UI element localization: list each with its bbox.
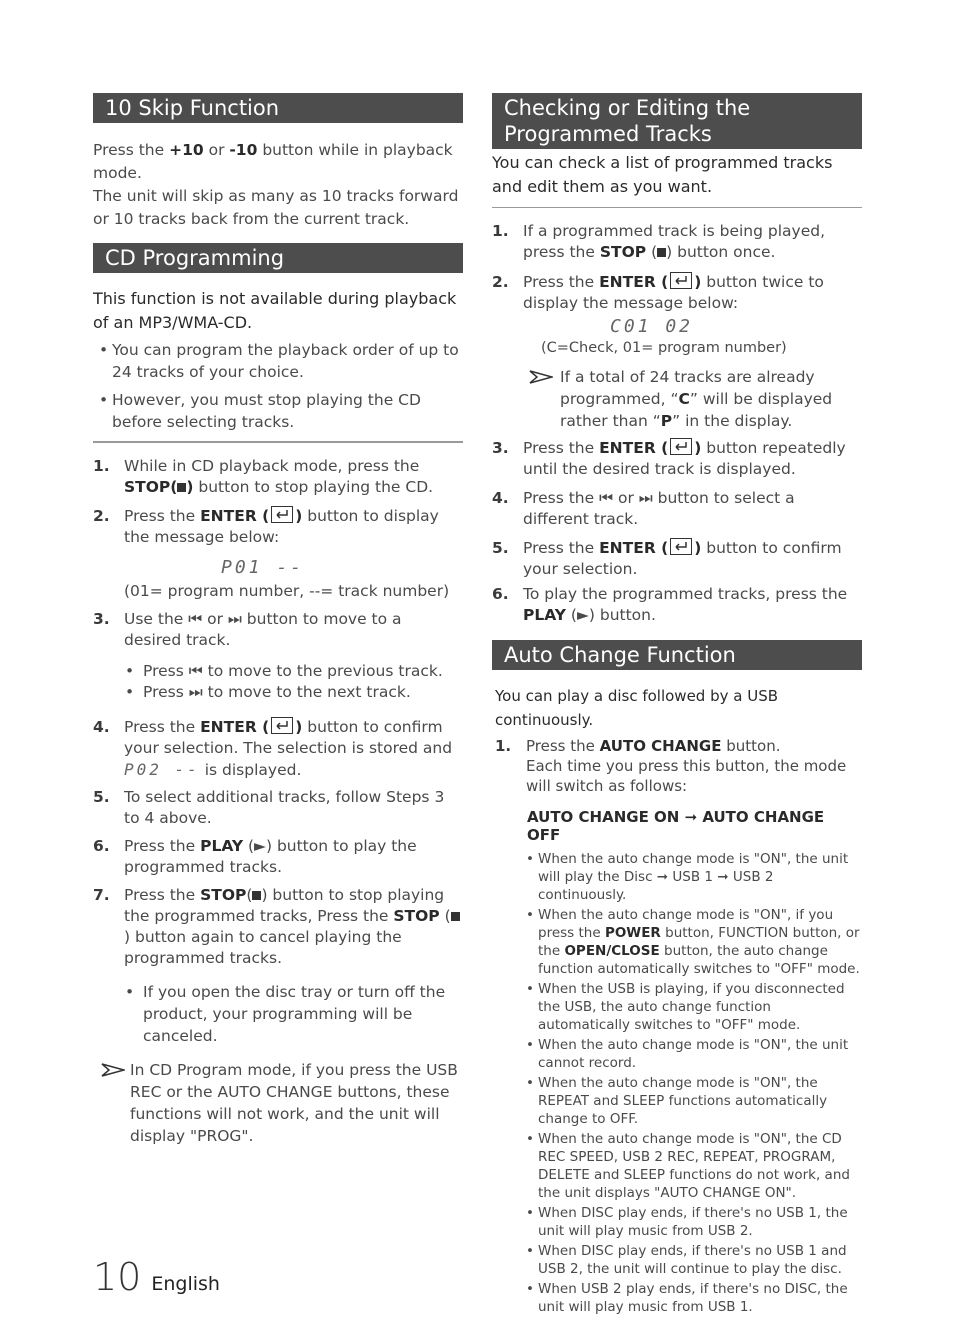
page-number: 10 xyxy=(93,1255,142,1299)
auto-change-mode-sequence: AUTO CHANGE ON ➞ AUTO CHANGE OFF xyxy=(527,808,825,844)
list-item: • When DISC play ends, if there's no USB 1, the unit will play music from USB 2. xyxy=(492,1204,862,1240)
check-step-5: 5. Press the ENTER ( ) button to confirm your selection. xyxy=(492,539,842,578)
checking-intro: You can check a list of programmed tracks and edit them as you want. xyxy=(492,153,833,196)
list-item: • If you open the disc tray or turn off the product, your programming will be canceled. xyxy=(93,981,463,1047)
prog-step-5: 5. To select additional tracks, follow Steps 3 to 4 above. xyxy=(93,788,445,827)
check-step-1: 1. If a programmed track is being played, press the STOP ( ) button once. xyxy=(492,222,826,261)
enter-icon xyxy=(670,272,692,289)
lcd-note: (01= program number, --= track number) xyxy=(124,582,450,600)
page-footer xyxy=(93,1255,220,1299)
skip-paragraph-1: Press the +10 or -10 button while in playback mode. xyxy=(93,141,453,182)
prog-step-1: 1. While in CD playback mode, press the STOP( ) button to stop playing the CD. xyxy=(93,457,434,496)
list-item: • When the USB is playing, if you disconnected the USB, the auto change function automatically switches to "OFF" mode. xyxy=(492,980,862,1034)
list-item: • When DISC play ends, if there's no USB 1 and USB 2, the unit will continue to play the disc. xyxy=(492,1242,862,1278)
prog-step-4: 4. Press the ENTER ( ) button to confirm your selection. The selection is stored and P02 -- is displayed. xyxy=(93,718,453,779)
stop-icon xyxy=(657,248,666,257)
next-track-icon: ⏭ xyxy=(227,610,242,628)
lcd-display-p01: P01 -- xyxy=(221,557,305,578)
prog-note: In CD Program mode, if you press the USB REC or the AUTO CHANGE buttons, these functions will not work, and the unit will display "PROG". xyxy=(93,1059,463,1147)
language-label: English xyxy=(151,1273,220,1295)
list-item: • When the auto change mode is "ON", the REPEAT and SLEEP functions automatically change to OFF. xyxy=(492,1074,862,1128)
next-track-icon: ⏭ xyxy=(638,489,653,507)
check-step-6: 6. To play the programmed tracks, press the PLAY (►) button. xyxy=(492,585,848,624)
auto-step-1: 1. Press the AUTO CHANGE button. Each time you press this button, the mode will switch as follows: xyxy=(495,737,847,795)
stop-icon xyxy=(177,483,186,492)
list-item: • You can program the playback order of up to 24 tracks of your choice. xyxy=(93,339,463,383)
right-column xyxy=(492,93,862,1316)
prog-step-3: 3. Use the ⏮ or ⏭ button to move to a desired track. xyxy=(93,610,402,649)
lcd-display-p02: P02 -- xyxy=(124,760,200,779)
next-track-icon: ⏭ xyxy=(188,683,203,701)
list-item: • When the auto change mode is "ON", the unit will play the Disc ➞ USB 1 ➞ USB 2 continuously. xyxy=(492,850,862,904)
stop-icon xyxy=(451,912,460,921)
list-item: • However, you must stop playing the CD before selecting tracks. xyxy=(93,389,463,433)
auto-change-intro: You can play a disc followed by a USB continuously. xyxy=(495,687,779,729)
checking-editing-header: Checking or Editing the Programmed Tracks xyxy=(492,93,862,149)
prev-track-icon: ⏮ xyxy=(599,489,614,507)
prog-step-2: 2. Press the ENTER ( ) button to display the message below: xyxy=(93,507,439,546)
prev-track-icon: ⏮ xyxy=(188,662,203,680)
prog-step-7: 7. Press the STOP( ) button to stop playing the programmed tracks, Press the STOP () button again to cancel playing the programmed tracks. xyxy=(93,885,463,969)
prev-track-icon: ⏮ xyxy=(188,610,203,628)
cd-programming-intro: This function is not available during playback of an MP3/WMA-CD. xyxy=(93,289,457,332)
enter-icon xyxy=(670,438,692,455)
list-item: • Press ⏮ to move to the previous track. xyxy=(93,661,463,682)
note-arrow-icon xyxy=(529,368,553,390)
left-column xyxy=(93,93,463,1147)
check-step-4: 4. Press the ⏮ or ⏭ button to select a different track. xyxy=(492,489,795,528)
list-item: • When the auto change mode is "ON", if you press the POWER button, FUNCTION button, or the OPEN/CLOSE button, the auto change function automatically switches to "OFF" mode. xyxy=(492,906,862,978)
lcd-display-c01: C01 02 xyxy=(610,316,694,337)
check-step-2: 2. Press the ENTER ( ) button twice to display the message below: xyxy=(492,273,824,312)
enter-icon xyxy=(670,538,692,555)
list-item: • When the auto change mode is "ON", the unit cannot record. xyxy=(492,1036,862,1072)
enter-icon xyxy=(271,717,293,734)
prog-step-6: 6. Press the PLAY (►) button to play the programmed tracks. xyxy=(93,837,417,876)
enter-icon xyxy=(271,506,293,523)
lcd-note: (C=Check, 01= program number) xyxy=(541,340,787,356)
skip-paragraph-2: The unit will skip as many as 10 tracks forward or 10 tracks back from the current track. xyxy=(93,187,459,228)
check-step-3: 3. Press the ENTER ( ) button repeatedly until the desired track is displayed. xyxy=(492,439,846,478)
check-note: If a total of 24 tracks are already programmed, “C” will be displayed rather than “P” in the display. xyxy=(492,366,862,432)
note-arrow-icon xyxy=(101,1061,125,1083)
skip-function-header: 10 Skip Function xyxy=(93,93,463,123)
cd-programming-header: CD Programming xyxy=(93,243,463,273)
list-item: • When USB 2 play ends, if there's no DISC, the unit will play music from USB 1. xyxy=(492,1280,862,1316)
auto-change-header: Auto Change Function xyxy=(492,640,862,670)
list-item: • When the auto change mode is "ON", the CD REC SPEED, USB 2 REC, REPEAT, PROGRAM, DELETE and SLEEP functions do not work, and the unit displays "AUTO CHANGE ON". xyxy=(492,1130,862,1202)
list-item: • Press ⏭ to move to the next track. xyxy=(93,682,463,703)
